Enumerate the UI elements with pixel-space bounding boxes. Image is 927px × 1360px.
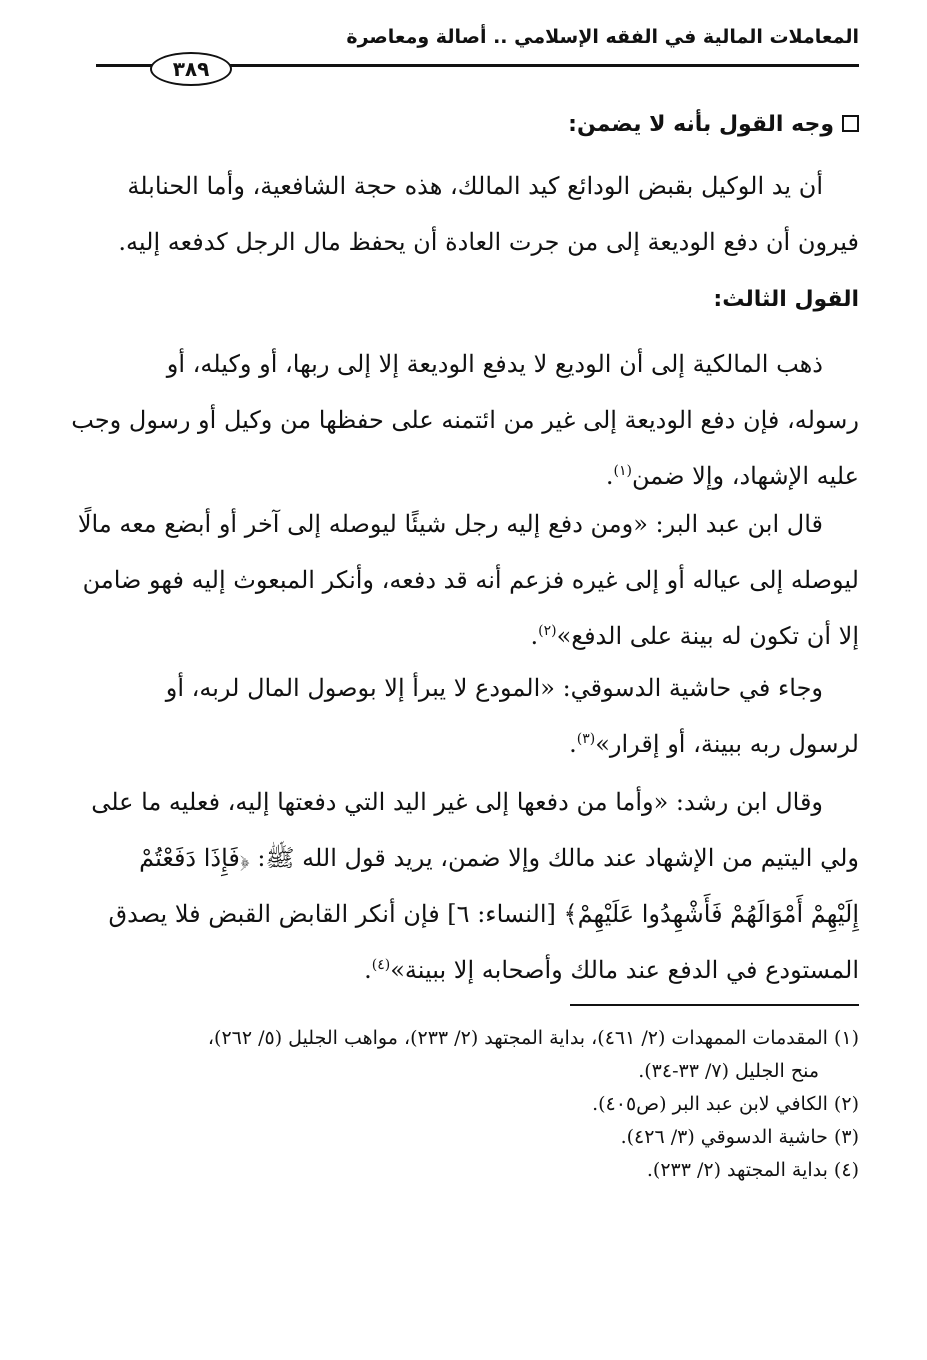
text-line: ذهب المالكية إلى أن الوديع لا يدفع الوديعة إلا إلى ربها، أو وكيله، أو (166, 350, 823, 378)
paragraph-ibn-abd-al-barr (77, 496, 859, 664)
text-line (94, 942, 859, 998)
footnote-4: (٤) بداية المجتهد (٢/ ٢٣٣). (646, 1159, 859, 1181)
text-line: فيرون أن دفع الوديعة إلى من جرت العادة أن يحفظ مال الرجل كدفعه إليه. (118, 228, 859, 256)
footnote-ref-4[interactable]: (٤) (371, 957, 391, 973)
text-line: ولي اليتيم من الإشهاد عند مالك وإلا ضمن، يريد قول الله ﷺ: ﴿فَإِذَا دَفَعْتُمْ (139, 844, 859, 872)
paragraph-no-liability (94, 158, 859, 270)
text-segment: عليه الإشهاد، وإلا ضمن (631, 462, 859, 490)
text-segment: إلا أن تكون له بينة على الدفع» (556, 622, 859, 650)
section-heading-third-opinion: القول الثالث: (713, 287, 859, 312)
footnote-3: (٣) حاشية الدسوقي (٣/ ٤٢٦). (620, 1126, 859, 1148)
text-line (94, 608, 859, 664)
text-line: وجاء في حاشية الدسوقي: «المودع لا يبرأ إلا بوصول المال لربه، أو (165, 674, 823, 702)
text-line: قال ابن عبد البر: «ومن دفع إليه رجل شيئًا ليوصله إلى آخر أو أبضع معه مالًا (77, 510, 823, 538)
period: . (569, 730, 577, 758)
footnotes (94, 1022, 859, 1187)
footnote-ref-1[interactable]: (١) (613, 463, 632, 479)
paragraph-ibn-rushd (91, 774, 859, 998)
footnote-1-continued: منح الجليل (٧/ ٣٣-٣٤). (638, 1060, 819, 1082)
footnote-1: (١) المقدمات الممهدات (٢/ ٤٦١)، بداية المجتهد (٢/ ٢٣٣)، مواهب الجليل (٥/ ٢٦٢)، (207, 1027, 859, 1049)
text-line (94, 716, 859, 772)
footnote-ref-2[interactable]: (٢) (538, 623, 557, 639)
text-line: أن يد الوكيل بقبض الودائع كيد المالك، هذه حجة الشافعية، وأما الحنابلة (127, 172, 823, 200)
footnote-2: (٢) الكافي لابن عبد البر (ص٤٠٥). (592, 1093, 859, 1115)
running-head-title: المعاملات المالية في الفقه الإسلامي .. أصالة ومعاصرة (346, 26, 859, 48)
text-segment: المستودع في الدفع عند مالك وأصحابه إلا ببينة» (390, 956, 859, 984)
footnote-ref-3[interactable]: (٣) (576, 731, 596, 747)
page-number: ٣٨٩ (150, 52, 232, 86)
text-line: إِلَيْهِمْ أَمْوَالَهُمْ فَأَشْهِدُوا عَلَيْهِمْ﴾ [النساء: ٦] فإن أنكر القابض القبض فلا يصدق (108, 900, 859, 928)
section-heading-no-liability (568, 112, 859, 137)
text-line: رسوله، فإن دفع الوديعة إلى غير من ائتمنه على حفظها من وكيل أو رسول وجب (71, 406, 859, 434)
square-bullet-icon (842, 115, 859, 132)
paragraph-dasuqi (94, 660, 859, 772)
section-heading-text: وجه القول بأنه لا يضمن: (568, 112, 834, 137)
footnote-separator (570, 1004, 859, 1006)
paragraph-maliki (71, 336, 859, 504)
period: . (364, 956, 372, 984)
text-segment: لرسول ربه ببينة، أو إقرار» (595, 730, 859, 758)
period: . (530, 622, 539, 650)
text-line: ليوصله إلى عياله أو إلى غيره فزعم أنه قد دفعه، وأنكر المبعوث إليه فهو ضامن (82, 566, 859, 594)
period: . (605, 462, 614, 490)
text-line: وقال ابن رشد: «وأما من دفعها إلى غير اليد التي دفعتها إليه، فعليه ما على (91, 788, 823, 816)
